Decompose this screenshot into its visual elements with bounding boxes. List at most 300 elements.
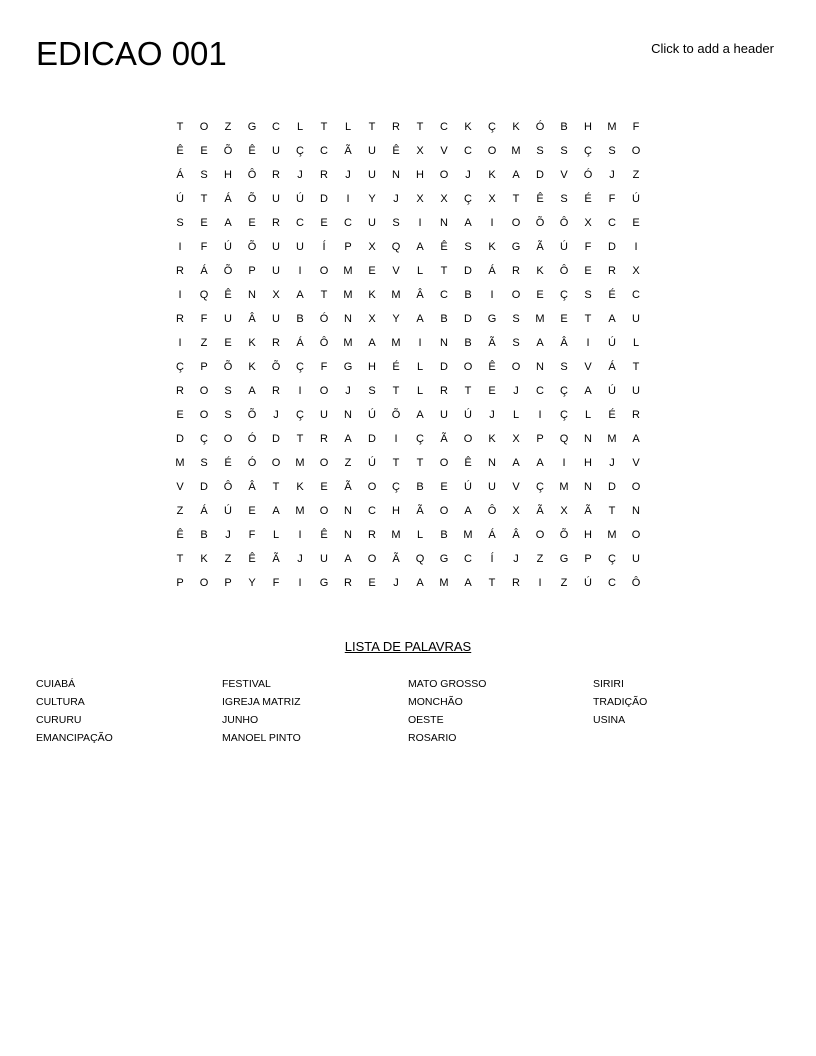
grid-cell: U [440,409,448,421]
grid-cell: L [416,529,424,541]
word-list-column [408,675,588,747]
grid-cell: J [225,529,231,541]
grid-cell: R [512,577,520,589]
grid-cell: N [392,169,400,181]
grid-cell: Ô [559,217,569,229]
grid-cell: Ã [272,553,280,565]
grid-cell: T [464,385,472,397]
grid-cell: I [538,577,542,589]
grid-cell: Z [200,337,208,349]
grid-cell: Z [176,505,184,517]
grid-cell: É [584,193,592,205]
grid-cell: Õ [247,409,257,421]
grid-cell: C [368,505,376,517]
grid-cell: X [512,505,520,517]
grid-cell: A [368,337,376,349]
grid-row [168,211,648,235]
grid-cell: R [344,577,352,589]
grid-cell: T [176,553,184,565]
grid-cell: L [344,121,352,133]
grid-cell: Ç [296,409,304,421]
grid-cell: Â [248,481,256,493]
grid-cell: J [513,553,519,565]
grid-cell: Â [248,313,256,325]
grid-cell: T [512,193,520,205]
grid-cell: Q [199,289,209,301]
grid-cell: A [272,505,280,517]
grid-cell: J [609,169,615,181]
grid-cell: A [512,457,520,469]
grid-cell: C [440,289,448,301]
grid-cell: X [488,193,496,205]
grid-cell: A [608,313,616,325]
grid-cell: M [439,577,449,589]
grid-cell: U [272,241,280,253]
word-list-item: ROSARIO [408,732,457,744]
grid-cell: Ç [488,121,496,133]
grid-cell: Â [560,337,568,349]
grid-cell: Ç [536,481,544,493]
word-list-item: CURURU [36,714,82,726]
grid-cell: G [559,553,569,565]
grid-cell: I [586,337,590,349]
grid-cell: L [416,265,424,277]
grid-cell: Ç [296,145,304,157]
grid-cell: Ç [392,481,400,493]
grid-cell: Õ [271,361,281,373]
grid-cell: O [439,457,449,469]
grid-cell: H [224,169,232,181]
grid-cell: H [368,361,376,373]
grid-cell: N [488,457,496,469]
grid-cell: V [512,481,520,493]
grid-cell: Ê [488,361,496,373]
word-list-item: OESTE [408,714,444,726]
grid-cell: K [248,337,256,349]
grid-cell: B [464,337,472,349]
grid-cell: A [344,553,352,565]
grid-cell: L [584,409,592,421]
grid-cell: O [439,505,449,517]
grid-cell: X [368,313,376,325]
grid-cell: K [512,121,520,133]
grid-cell: Õ [559,529,569,541]
grid-cell: X [416,193,424,205]
grid-cell: J [345,385,351,397]
grid-cell: Z [224,553,232,565]
grid-cell: O [199,121,209,133]
grid-cell: K [536,265,544,277]
grid-cell: C [440,121,448,133]
grid-cell: A [536,337,544,349]
grid-cell: Ó [247,433,257,445]
grid-cell: F [632,121,640,133]
grid-cell: P [224,577,232,589]
grid-cell: P [536,433,544,445]
grid-cell: R [176,313,184,325]
grid-cell: N [440,217,448,229]
grid-cell: Ô [247,169,257,181]
grid-cell: O [199,577,209,589]
grid-cell: M [343,337,353,349]
grid-cell: I [346,193,350,205]
grid-cell: C [344,217,352,229]
grid-row [168,115,648,139]
grid-row [168,307,648,331]
grid-cell: U [272,265,280,277]
grid-cell: N [248,289,256,301]
grid-cell: G [319,577,329,589]
grid-cell: O [631,481,641,493]
grid-cell: O [199,409,209,421]
grid-cell: D [440,361,448,373]
grid-cell: E [200,217,208,229]
word-list-column [593,675,773,729]
grid-cell: J [609,457,615,469]
grid-cell: T [440,265,448,277]
grid-cell: Õ [223,265,233,277]
grid-cell: I [562,457,566,469]
grid-cell: Á [488,265,496,277]
grid-cell: X [584,217,592,229]
grid-cell: Ê [176,145,184,157]
grid-cell: Z [224,121,232,133]
grid-cell: B [560,121,568,133]
word-list-item: MATO GROSSO [408,678,487,690]
grid-cell: O [631,145,641,157]
grid-cell: F [584,241,592,253]
grid-cell: A [248,385,256,397]
grid-cell: T [200,193,208,205]
grid-cell: S [176,217,184,229]
grid-cell: A [344,433,352,445]
grid-cell: T [584,313,592,325]
grid-cell: T [488,577,496,589]
grid-row [168,451,648,475]
grid-cell: L [416,361,424,373]
grid-cell: Y [392,313,400,325]
grid-cell: U [320,553,328,565]
grid-cell: S [560,145,568,157]
grid-cell: Õ [247,241,257,253]
grid-cell: D [464,265,472,277]
grid-cell: C [272,121,280,133]
grid-cell: M [463,529,473,541]
grid-cell: S [560,361,568,373]
grid-cell: I [418,217,422,229]
grid-cell: F [608,193,616,205]
grid-cell: L [632,337,640,349]
grid-cell: K [368,289,376,301]
grid-cell: J [513,385,519,397]
grid-cell: I [490,289,494,301]
grid-cell: P [344,241,352,253]
grid-cell: G [487,313,497,325]
grid-cell: E [632,217,640,229]
word-list-item: MONCHÃO [408,696,463,708]
grid-cell: U [272,145,280,157]
grid-cell: Ú [176,193,184,205]
grid-cell: Ã [440,433,448,445]
grid-cell: S [560,193,568,205]
grid-cell: Ó [583,169,593,181]
word-list-item: JUNHO [222,714,259,726]
grid-row [168,283,648,307]
grid-cell: K [296,481,304,493]
grid-cell: I [298,529,302,541]
grid-cell: Z [632,169,640,181]
grid-cell: Ã [536,241,544,253]
grid-cell: Ú [584,577,592,589]
grid-cell: B [440,529,448,541]
grid-cell: A [464,505,472,517]
grid-cell: D [176,433,184,445]
grid-cell: V [632,457,640,469]
grid-cell: J [465,169,471,181]
grid-cell: N [440,337,448,349]
grid-cell: U [320,409,328,421]
grid-cell: M [535,313,545,325]
grid-row [168,259,648,283]
grid-cell: O [319,505,329,517]
grid-cell: M [607,529,617,541]
grid-cell: I [490,217,494,229]
grid-cell: R [632,409,640,421]
grid-cell: U [272,193,280,205]
grid-cell: Y [368,193,376,205]
grid-cell: I [418,337,422,349]
grid-row [168,187,648,211]
grid-cell: O [631,529,641,541]
grid-cell: T [368,121,376,133]
grid-row [168,571,648,595]
grid-cell: B [296,313,304,325]
grid-cell: Â [512,529,520,541]
grid-cell: Q [415,553,425,565]
grid-cell: I [178,337,182,349]
grid-cell: T [392,385,400,397]
grid-row [168,475,648,499]
grid-cell: A [536,457,544,469]
grid-cell: Ê [464,457,472,469]
grid-cell: Ç [200,433,208,445]
grid-cell: R [272,385,280,397]
grid-cell: J [393,193,399,205]
grid-cell: Ô [319,337,329,349]
grid-cell: R [176,385,184,397]
grid-cell: Õ [223,361,233,373]
grid-cell: Z [560,577,568,589]
grid-cell: D [272,433,280,445]
grid-cell: B [200,529,208,541]
grid-cell: A [632,433,640,445]
grid-cell: Ô [631,577,641,589]
grid-cell: É [392,361,400,373]
grid-cell: Õ [223,145,233,157]
grid-cell: V [584,361,592,373]
word-list-column [36,675,216,747]
grid-cell: Õ [247,193,257,205]
grid-cell: A [224,217,232,229]
grid-cell: C [536,385,544,397]
grid-cell: E [224,337,232,349]
grid-cell: Ê [536,193,544,205]
grid-cell: Á [200,505,208,517]
grid-cell: Ç [560,409,568,421]
grid-cell: U [632,313,640,325]
grid-cell: R [440,385,448,397]
grid-cell: Á [608,361,616,373]
grid-cell: J [489,409,495,421]
grid-cell: O [463,433,473,445]
grid-cell: X [440,193,448,205]
grid-row [168,235,648,259]
grid-cell: O [319,457,329,469]
grid-cell: R [512,265,520,277]
word-list-title: LISTA DE PALAVRAS [344,639,472,654]
grid-cell: Ã [392,553,400,565]
grid-cell: D [536,169,544,181]
grid-cell: C [632,289,640,301]
grid-cell: V [560,169,568,181]
word-list-item: SIRIRI [593,678,624,690]
grid-cell: Ç [608,553,616,565]
word-search-grid [168,115,648,595]
grid-cell: Ú [368,409,376,421]
grid-cell: Ú [224,241,232,253]
grid-cell: R [368,529,376,541]
grid-cell: Á [200,265,208,277]
grid-cell: É [608,289,616,301]
grid-cell: V [392,265,400,277]
header-placeholder[interactable]: Click to add a header [651,41,774,56]
grid-cell: Á [224,193,232,205]
word-list-item: USINA [593,714,626,726]
grid-cell: B [416,481,424,493]
grid-cell: Ç [296,361,304,373]
grid-cell: K [200,553,208,565]
grid-cell: E [248,217,256,229]
grid-cell: G [247,121,257,133]
grid-cell: N [584,433,592,445]
word-list-item: EMANCIPAÇÃO [36,732,113,744]
grid-cell: M [295,505,305,517]
grid-cell: U [632,553,640,565]
grid-cell: M [511,145,521,157]
grid-cell: U [296,241,304,253]
grid-row [168,403,648,427]
grid-row [168,139,648,163]
grid-cell: M [175,457,185,469]
grid-cell: Ã [584,505,592,517]
grid-cell: T [296,433,304,445]
grid-cell: Ê [392,145,400,157]
word-list-item: IGREJA MATRIZ [222,696,301,708]
grid-cell: X [368,241,376,253]
grid-cell: S [224,409,232,421]
grid-cell: J [393,577,399,589]
grid-cell: Ç [560,385,568,397]
grid-cell: I [298,265,302,277]
grid-cell: M [391,289,401,301]
grid-cell: Ã [536,505,544,517]
grid-cell: O [511,217,521,229]
grid-cell: Í [490,553,494,565]
grid-cell: M [295,457,305,469]
grid-cell: Ç [416,433,424,445]
grid-cell: E [560,313,568,325]
grid-cell: C [296,217,304,229]
grid-cell: A [416,409,424,421]
grid-row [168,379,648,403]
grid-cell: Y [248,577,256,589]
grid-cell: E [488,385,496,397]
grid-cell: N [632,505,640,517]
grid-cell: U [368,145,376,157]
grid-cell: S [464,241,472,253]
grid-cell: M [559,481,569,493]
grid-cell: Õ [535,217,545,229]
grid-cell: P [200,361,208,373]
grid-cell: O [319,385,329,397]
grid-cell: R [272,169,280,181]
grid-cell: E [320,481,328,493]
grid-cell: Ú [560,241,568,253]
grid-cell: T [176,121,184,133]
grid-cell: C [464,145,472,157]
grid-cell: B [440,313,448,325]
grid-cell: I [634,241,638,253]
grid-cell: T [272,481,280,493]
grid-cell: K [464,121,472,133]
grid-cell: T [416,121,424,133]
grid-cell: E [536,289,544,301]
grid-cell: A [512,169,520,181]
grid-cell: M [343,265,353,277]
grid-cell: T [608,505,616,517]
grid-cell: H [584,121,592,133]
grid-cell: A [464,217,472,229]
grid-row [168,355,648,379]
grid-cell: L [272,529,280,541]
grid-cell: D [320,193,328,205]
grid-cell: E [200,145,208,157]
word-list-column [222,675,402,747]
grid-cell: S [368,385,376,397]
grid-cell: L [512,409,520,421]
grid-cell: T [392,457,400,469]
grid-cell: I [178,289,182,301]
grid-cell: X [416,145,424,157]
grid-cell: O [463,361,473,373]
grid-cell: D [368,433,376,445]
grid-cell: F [248,529,256,541]
grid-cell: O [511,289,521,301]
grid-cell: H [392,505,400,517]
grid-cell: S [200,169,208,181]
grid-cell: F [200,313,208,325]
grid-cell: I [538,409,542,421]
grid-cell: J [297,553,303,565]
grid-cell: Ê [440,241,448,253]
grid-cell: G [343,361,353,373]
grid-cell: Ú [608,385,616,397]
grid-cell: O [487,145,497,157]
grid-cell: E [440,481,448,493]
grid-cell: K [488,241,496,253]
grid-cell: A [416,241,424,253]
grid-cell: Ó [247,457,257,469]
